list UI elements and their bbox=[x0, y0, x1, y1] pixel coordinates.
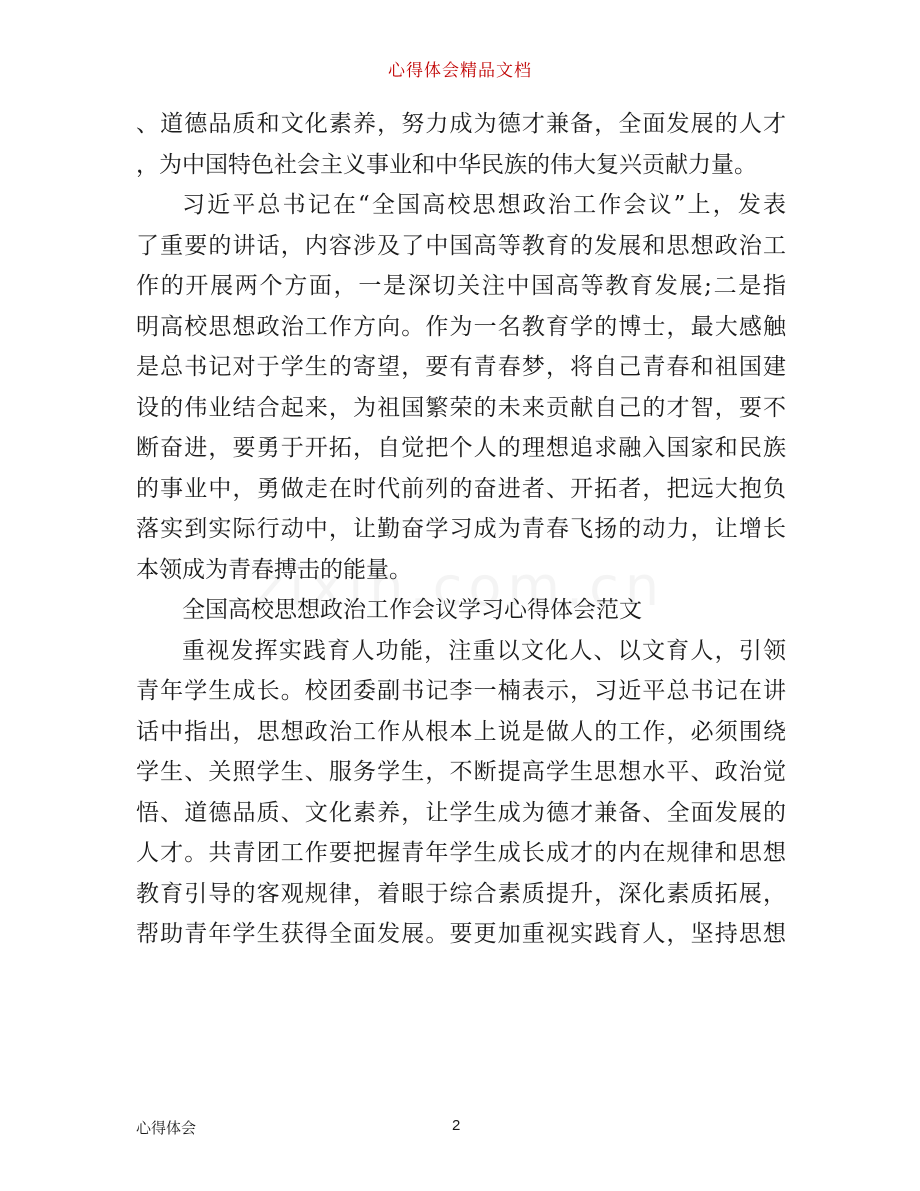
paragraph-line: 断奋进，要勇于开拓，自觉把个人的理想追求融入国家和民族 bbox=[136, 435, 786, 461]
document-body bbox=[136, 104, 786, 955]
paragraph-line: 重视发挥实践育人功能，注重以文化人、以文育人，引领 bbox=[182, 637, 786, 664]
paragraph-line: 设的伟业结合起来，为祖国繁荣的未来贡献自己的才智，要不 bbox=[136, 394, 786, 421]
paragraph-line: 本领成为青春搏击的能量。 bbox=[136, 556, 412, 583]
page-number: 2 bbox=[452, 1117, 461, 1134]
paragraph-line: 悟、道德品质、文化素养，让学生成为德才兼备、全面发展的 bbox=[136, 799, 786, 826]
paragraph-line: 是总书记对于学生的寄望，要有青春梦，将自己青春和祖国建 bbox=[136, 354, 786, 380]
paragraph-line: 的事业中，勇做走在时代前列的奋进者、开拓者，把远大抱负 bbox=[136, 475, 786, 502]
paragraph-line: 话中指出，思想政治工作从根本上说是做人的工作，必须围绕 bbox=[136, 718, 786, 745]
paragraph-line: 学生、关照学生、服务学生，不断提高学生思想水平、政治觉 bbox=[136, 759, 786, 785]
paragraph-line: ，为中国特色社会主义事业和中华民族的伟大复兴贡献力量。 bbox=[136, 151, 757, 178]
paragraph-line: 落实到实际行动中，让勤奋学习成为青春飞扬的动力，让增长 bbox=[136, 516, 786, 542]
paragraph-line: 作的开展两个方面，一是深切关注中国高等教育发展;二是指 bbox=[136, 273, 786, 299]
paragraph-line: 、道德品质和文化素养，努力成为德才兼备，全面发展的人才 bbox=[136, 111, 786, 137]
paragraph-line: 青年学生成长。校团委副书记李一楠表示，习近平总书记在讲 bbox=[136, 678, 786, 704]
paragraph-line: 教育引导的客观规律，着眼于综合素质提升，深化素质拓展， bbox=[136, 880, 786, 907]
paragraph-line: 人才。共青团工作要把握青年学生成长成才的内在规律和思想 bbox=[136, 840, 786, 866]
section-heading: 全国高校思想政治工作会议学习心得体会范文 bbox=[182, 597, 642, 623]
footer-label: 心得体会 bbox=[136, 1119, 197, 1137]
paragraph-line: 了重要的讲话，内容涉及了中国高等教育的发展和思想政治工 bbox=[136, 232, 786, 259]
paragraph-line: 习近平总书记在“全国高校思想政治工作会议”上，发表 bbox=[182, 192, 786, 218]
paragraph-line: 帮助青年学生获得全面发展。要更加重视实践育人，坚持思想 bbox=[136, 921, 786, 947]
page-header-title: 心得体会精品文档 bbox=[388, 61, 532, 81]
paragraph-line: 明高校思想政治工作方向。作为一名教育学的博士，最大感触 bbox=[136, 313, 786, 340]
